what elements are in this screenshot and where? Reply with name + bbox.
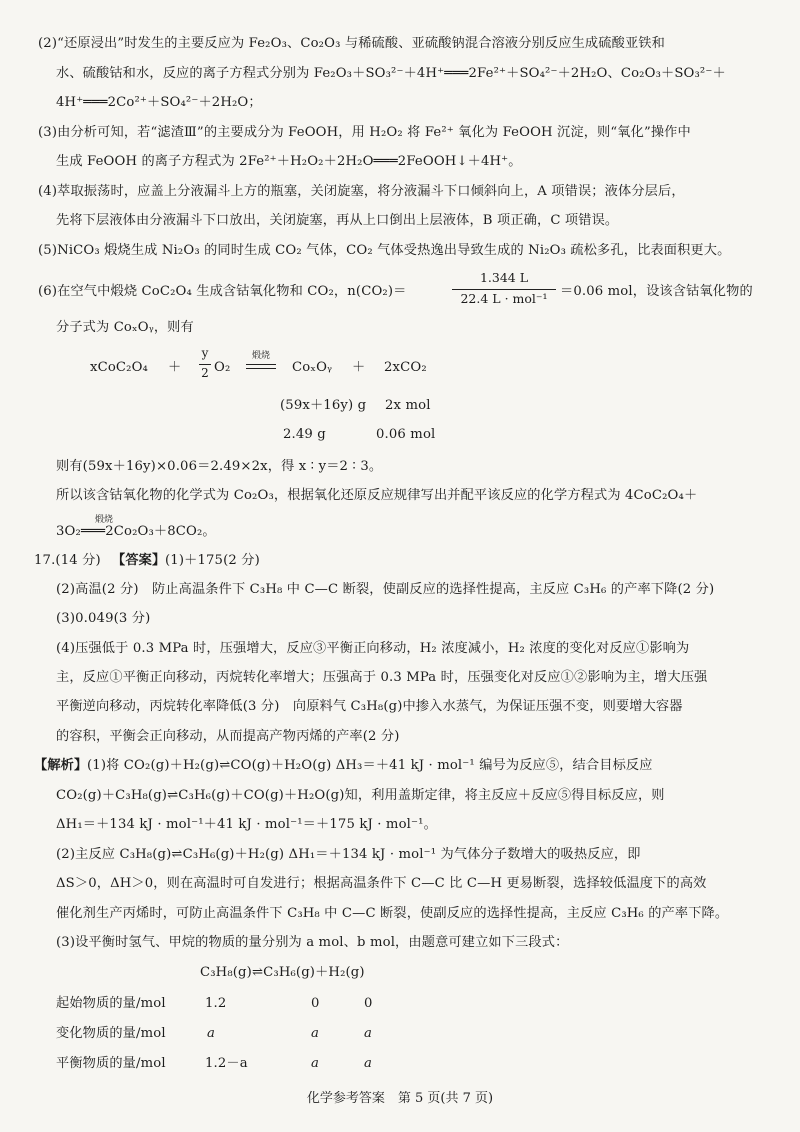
text-line: 平衡逆向移动，丙烷转化率降低(3 分) 向原料气 C₃H₈(g)中掺入水蒸气，为保证压强不变，则要增大容器 bbox=[56, 699, 683, 714]
text-line: 催化剂生产丙烯时，可防止高温条件下 C₃H₈ 中 C—C 断裂，使副反应的选择性提高，主反应 C₃H₆ 的产率下降。 bbox=[56, 906, 729, 921]
text-line: (3)设平衡时氢气、甲烷的物质的量分别为 a mol、b mol，由题意可建立如下三段式： bbox=[56, 935, 569, 950]
fraction-denominator: 22.4 L · mol⁻¹ bbox=[460, 291, 548, 306]
text-line: (5)NiCO₃ 煅烧生成 Ni₂O₃ 的同时生成 CO₂ 气体，CO₂ 气体受热逸出导致生成的 Ni₂O₃ 疏松多孔，比表面积更大。 bbox=[38, 243, 731, 258]
analysis-tag: 【解析】 bbox=[34, 758, 88, 773]
mass-ratio: (59x＋16y) g bbox=[280, 398, 367, 413]
text-line: 的容积，平衡会正向移动，从而提高产物丙烯的产率(2 分) bbox=[56, 729, 400, 744]
text-line: 所以该含钴氧化物的化学式为 Co₂O₃，根据氧化还原反应规律写出并配平该反应的化学方程式为 4CoC₂O₄＋ bbox=[56, 488, 698, 503]
text-line: (1)＋175(2 分) bbox=[165, 553, 260, 568]
equation-plus: ＋ bbox=[352, 360, 366, 375]
text-line: 生成 FeOOH 的离子方程式为 2Fe²⁺＋H₂O₂＋2H₂O═══2FeOOH↓＋4H⁺。 bbox=[56, 154, 522, 169]
page-footer: 化学参考答案 第 5 页(共 7 页) bbox=[306, 1091, 494, 1106]
table-cell: 1.2 bbox=[205, 996, 227, 1011]
text-line: ΔH₁＝＋134 kJ · mol⁻¹＋41 kJ · mol⁻¹＝＋175 kJ · mol⁻¹。 bbox=[56, 817, 437, 832]
text-line: 分子式为 CoₓOᵧ，则有 bbox=[56, 320, 194, 335]
text-line: 水、硫酸钴和水，反应的离子方程式分别为 Fe₂O₃＋SO₃²⁻＋4H⁺═══2Fe²⁺＋SO₄²⁻＋2H₂O、Co₂O₃＋SO₃²⁻＋ bbox=[56, 66, 726, 81]
condition-label: 煅烧 bbox=[251, 351, 270, 361]
table-row-label: 变化物质的量/mol bbox=[56, 1026, 166, 1041]
table-cell: 1.2－a bbox=[205, 1056, 248, 1071]
text-line: (3)0.049(3 分) bbox=[56, 611, 151, 626]
equation-term: O₂ bbox=[214, 360, 231, 375]
condition-label: 煅烧 bbox=[94, 515, 113, 525]
text-line: ＝0.06 mol，设该含钴氧化物的 bbox=[560, 284, 753, 299]
mole-value: 0.06 mol bbox=[376, 427, 436, 442]
equals-sign bbox=[246, 364, 276, 365]
text-line: (1)将 CO₂(g)＋H₂(g)⇌CO(g)＋H₂O(g) ΔH₃＝＋41 kJ · mol⁻¹ 编号为反应⑤，结合目标反应 bbox=[87, 758, 653, 773]
coefficient-bar bbox=[199, 364, 211, 365]
text-line: CO₂(g)＋C₃H₈(g)⇌C₃H₆(g)＋CO(g)＋H₂O(g)知，利用盖斯定律，将主反应＋反应⑤得目标反应，则 bbox=[56, 788, 665, 803]
table-cell: 0 bbox=[364, 996, 373, 1011]
text-line: (6)在空气中煅烧 CoC₂O₄ 生成含钴氧化物和 CO₂，n(CO₂)＝ bbox=[38, 284, 407, 299]
equation-term: CoₓOᵧ bbox=[292, 360, 333, 375]
text-line: (3)由分析可知，若“滤渣Ⅲ”的主要成分为 FeOOH，用 H₂O₂ 将 Fe²⁺ 氧化为 FeOOH 沉淀，则“氧化”操作中 bbox=[38, 125, 691, 140]
table-cell: a bbox=[364, 1056, 373, 1071]
question-number: 17.(14 分) bbox=[34, 553, 101, 568]
equation-plus: ＋ bbox=[168, 360, 182, 375]
table-cell: 0 bbox=[311, 996, 320, 1011]
fraction-bar bbox=[452, 289, 556, 290]
table-row-label: 平衡物质的量/mol bbox=[56, 1056, 166, 1071]
table-cell: a bbox=[311, 1056, 320, 1071]
mass-value: 2.49 g bbox=[283, 427, 326, 442]
text-line: (4)萃取振荡时，应盖上分液漏斗上方的瓶塞，关闭旋塞，将分液漏斗下口倾斜向上，A 项错误；液体分层后， bbox=[38, 184, 685, 199]
table-cell: a bbox=[207, 1026, 216, 1041]
mole-ratio: 2x mol bbox=[385, 398, 431, 413]
text-line: 4H⁺═══2Co²⁺＋SO₄²⁻＋2H₂O； bbox=[56, 95, 262, 110]
text-line: (2)高温(2 分) 防止高温条件下 C₃H₈ 中 C—C 断裂，使副反应的选择性提高，主反应 C₃H₆ 的产率下降(2 分) bbox=[56, 582, 715, 597]
coefficient-numerator: y bbox=[201, 346, 209, 360]
table-row-label: 起始物质的量/mol bbox=[56, 996, 166, 1011]
text-line: 先将下层液体由分液漏斗下口放出，关闭旋塞，再从上口倒出上层液体，B 项正确，C 项错误。 bbox=[56, 213, 619, 228]
text-line: 主，反应①平衡正向移动，丙烷转化率增大；压强高于 0.3 MPa 时，压强变化对反应①②影响为主，增大压强 bbox=[56, 670, 708, 685]
table-cell: a bbox=[311, 1026, 320, 1041]
text-line: 则有(59x＋16y)×0.06＝2.49×2x，得 x ∶ y＝2 ∶ 3。 bbox=[56, 459, 383, 474]
table-cell: a bbox=[364, 1026, 373, 1041]
equation-term: 2xCO₂ bbox=[384, 360, 427, 375]
table-equation: C₃H₈(g)⇌C₃H₆(g)＋H₂(g) bbox=[200, 965, 365, 980]
equals-sign bbox=[246, 368, 276, 369]
text-line: ΔS＞0，ΔH＞0，则在高温时可自发进行；根据高温条件下 C—C 比 C—H 更易断裂，选择较低温度下的高效 bbox=[56, 876, 707, 891]
text-line: 3O₂═══2Co₂O₃＋8CO₂。 bbox=[56, 524, 216, 539]
equation-term: xCoC₂O₄ bbox=[90, 360, 148, 375]
answer-tag: 【答案】 bbox=[112, 553, 166, 568]
text-line: (2)“还原浸出”时发生的主要反应为 Fe₂O₃、Co₂O₃ 与稀硫酸、亚硫酸钠混合溶液分别反应生成硫酸亚铁和 bbox=[38, 36, 665, 51]
coefficient-denominator: 2 bbox=[201, 366, 209, 380]
text-line: (2)主反应 C₃H₈(g)⇌C₃H₆(g)＋H₂(g) ΔH₁＝＋134 kJ · mol⁻¹ 为气体分子数增大的吸热反应，即 bbox=[56, 847, 641, 862]
fraction-numerator: 1.344 L bbox=[479, 270, 529, 285]
text-line: (4)压强低于 0.3 MPa 时，压强增大，反应③平衡正向移动，H₂ 浓度减小，H₂ 浓度的变化对反应①影响为 bbox=[56, 641, 690, 656]
